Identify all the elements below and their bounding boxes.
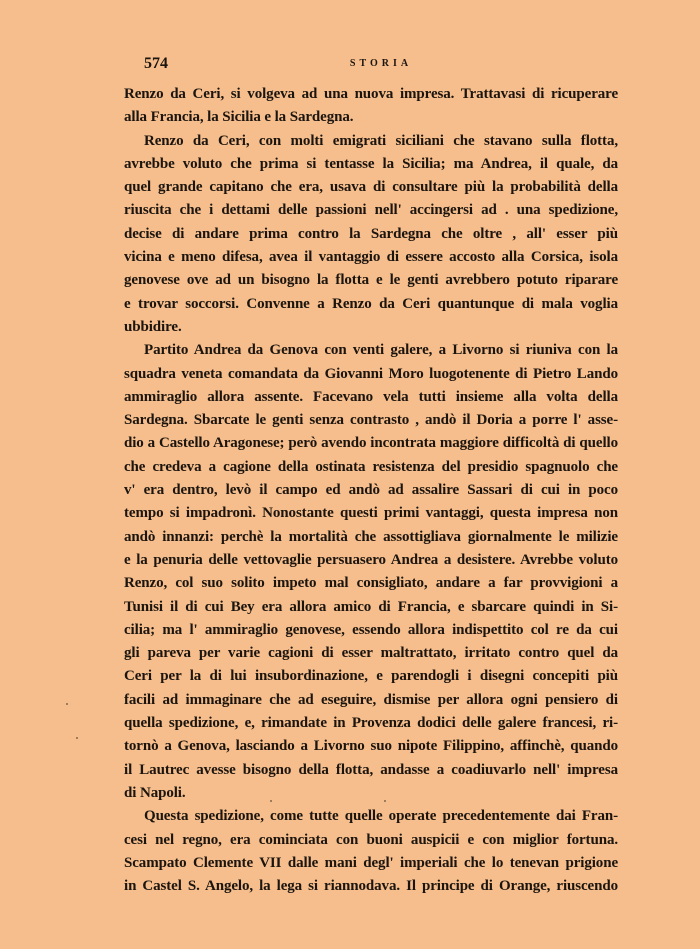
text-line: Ceri per la di lui insubordinazione, e parendogli i disegni concepiti più [124,668,618,685]
paper-speck [270,800,272,802]
paper-speck [384,800,386,802]
text-line: alla Francia, la Sicilia e la Sardegna. [124,109,354,126]
text-line: che credeva a cagione della ostinata resistenza del presidio spagnuolo che [124,458,618,475]
text-line: cilia; ma l' ammiraglio genovese, essendo allora indispettito col re da cui [124,621,618,638]
text-line: Renzo da Ceri, con molti emigrati siciliani che stavano sulla flotta, [144,132,618,149]
text-line: Sardegna. Sbarcate le genti senza contrasto , andò il Doria a porre l' asse- [124,412,618,429]
text-line: cesi nel regno, era cominciata con buoni auspicii e con miglior fortuna. [124,831,618,848]
text-line: ubbidire. [124,318,182,335]
text-line: facili ad immaginare che ad eseguire, dismise per allora ogni pensiero di [124,691,618,708]
text-line: andò innanzi: perchè la mortalità che assottigliava giornalmente le milizie [124,528,618,545]
text-line: ammiraglio allora assente. Facevano vela tutti insieme alla volta della [124,388,618,405]
text-line: v' era dentro, levò il campo ed andò ad assalire Sassari di cui in poco [124,482,618,499]
text-line: Scampato Clemente VII dalle mani degl' imperiali che lo tenevan prigione [124,854,618,871]
running-title: STORIA [349,58,413,69]
text-line: gli pareva per varie cagioni di esser maltrattato, irritato contro quel da [124,645,618,662]
text-line: dio a Castello Aragonese; però avendo incontrata maggiore difficoltà di quello [124,435,618,452]
text-line: quella spedizione, e, rimandate in Provenza dodici delle galere francesi, ri- [124,715,618,732]
text-line: Renzo da Ceri, si volgeva ad una nuova impresa. Trattavasi di ricuperare [124,86,618,102]
text-line: e la penuria delle vettovaglie persuasero Andrea a desistere. Avrebbe voluto [124,551,618,568]
text-line: Questa spedizione, come tutte quelle operate precedentemente dai Fran- [144,808,618,825]
text-line: squadra veneta comandata da Giovanni Moro luogotenente di Pietro Lando [124,365,618,382]
text-line: Partito Andrea da Genova con venti galere, a Livorno si riuniva con la [144,342,618,359]
page-number: 574 [144,55,168,72]
text-line: Renzo, col suo solito impeto mal consigliato, andare a far provvigioni a [124,575,618,592]
text-line: in Castel S. Angelo, la lega si riannodava. Il principe di Orange, riuscendo [124,878,618,895]
text-line: genovese ove ad un bisogno la flotta e le genti avrebbero potuto riparare [124,272,618,289]
running-head [144,55,618,75]
text-line: quel grande capitano che era, usava di consultare più la probabilità della [124,179,618,196]
text-line: tornò a Genova, lasciando a Livorno suo nipote Filippino, affinchè, quando [124,738,618,755]
text-line: decise di andare prima contro la Sardegna che oltre , all' esser più [124,225,618,242]
paper-speck [66,703,68,705]
paper-speck [76,737,78,739]
text-line: avrebbe voluto che prima si tentasse la Sicilia; ma Andrea, il quale, da [124,155,618,172]
text-line: e trovar soccorsi. Convenne a Renzo da Ceri quantunque di mala voglia [124,295,618,312]
text-line: di Napoli. [124,784,186,801]
body-text [124,83,618,898]
text-line: tempo si impadronì. Nonostante questi primi vantaggi, questa impresa non [124,505,618,522]
text-line: riuscita che i dettami delle passioni nell' accingersi ad . una spedizione, [124,202,618,219]
text-line: il Lautrec avesse bisogno della flotta, andasse a coadiuvarlo nell' impresa [124,761,618,778]
text-line: Tunisi il di cui Bey era allora amico di Francia, e sbarcare quindi in Si- [124,598,618,615]
text-line: vicina e meno difesa, avea il vantaggio di essere accosto alla Corsica, isola [124,249,618,266]
